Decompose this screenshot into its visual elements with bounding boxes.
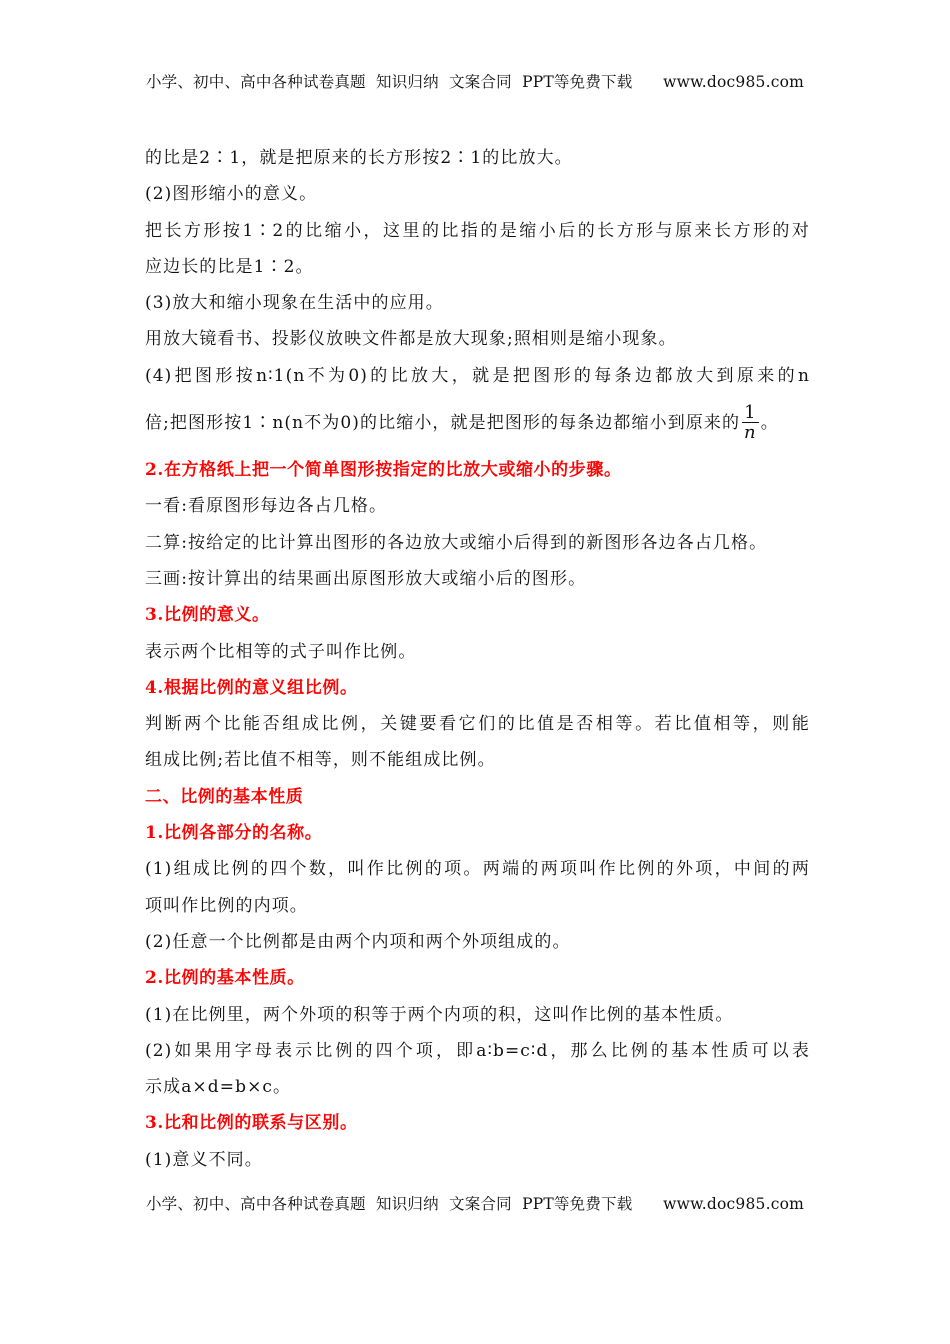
section-heading: 1.比例各部分的名称。 (145, 823, 323, 844)
text-segment: 倍;把图形按1∶n(n不为0)的比缩小，就是把图形的每条边都缩小到原来的 (145, 412, 741, 433)
text-segment: 。 (760, 412, 779, 433)
text-line: 判断两个比能否组成比例，关键要看它们的比值是否相等。若比值相等，则能 (145, 714, 810, 735)
fraction-denominator: n (744, 421, 757, 443)
text-line: 项叫作比例的内项。 (145, 895, 308, 916)
text-line: (1)组成比例的四个数，叫作比例的项。两端的两项叫作比例的外项，中间的两 (145, 859, 810, 880)
text-line: (2)任意一个比例都是由两个内项和两个外项组成的。 (145, 931, 571, 952)
section-heading: 2.在方格纸上把一个简单图形按指定的比放大或缩小的步骤。 (145, 460, 622, 481)
text-line: (2)图形缩小的意义。 (145, 184, 318, 205)
text-line: 的比是2∶1，就是把原来的长方形按2∶1的比放大。 (145, 148, 573, 168)
text-line: 三画:按计算出的结果画出原图形放大或缩小后的图形。 (145, 568, 587, 589)
page-footer: 小学、初中、高中各种试卷真题 知识归纳 文案合同 PPT等免费下载 www.doc985.com (145, 1195, 805, 1213)
text-line: 示成a×d=b×c。 (145, 1077, 292, 1098)
text-line: 组成比例;若比值不相等，则不能组成比例。 (145, 750, 496, 771)
text-line: 二算:按给定的比计算出图形的各边放大或缩小后得到的新图形各边各占几格。 (145, 532, 768, 553)
section-heading: 3.比例的意义。 (145, 605, 270, 626)
fraction-numerator: 1 (744, 401, 757, 423)
text-line: 用放大镜看书、投影仪放映文件都是放大现象;照相则是缩小现象。 (145, 329, 677, 350)
fraction-one-over-n (742, 401, 759, 443)
section-heading: 2.比例的基本性质。 (145, 968, 305, 989)
text-line: (1)在比例里，两个外项的积等于两个内项的积，这叫作比例的基本性质。 (145, 1004, 734, 1025)
section-heading: 3.比和比例的联系与区别。 (145, 1113, 358, 1134)
text-line-with-fraction (145, 394, 810, 452)
text-line: 把长方形按1∶2的比缩小，这里的比指的是缩小后的长方形与原来长方形的对 (145, 220, 810, 241)
text-line: (3)放大和缩小现象在生活中的应用。 (145, 293, 444, 314)
text-line: (2)如果用字母表示比例的四个项，即a∶b=c∶d，那么比例的基本性质可以表 (145, 1040, 810, 1061)
text-line: (4)把图形按n∶1(n不为0)的比放大，就是把图形的每条边都放大到原来的n (145, 365, 810, 386)
chapter-heading: 二、比例的基本性质 (145, 786, 304, 807)
text-line: (1)意义不同。 (145, 1149, 263, 1170)
text-line: 一看:看原图形每边各占几格。 (145, 496, 388, 517)
text-line: 表示两个比相等的式子叫作比例。 (145, 641, 417, 662)
document-body (145, 140, 810, 1178)
text-line: 应边长的比是1∶2。 (145, 256, 314, 277)
section-heading: 4.根据比例的意义组比例。 (145, 677, 358, 698)
page-header: 小学、初中、高中各种试卷真题 知识归纳 文案合同 PPT等免费下载 www.doc985.com (145, 73, 805, 91)
